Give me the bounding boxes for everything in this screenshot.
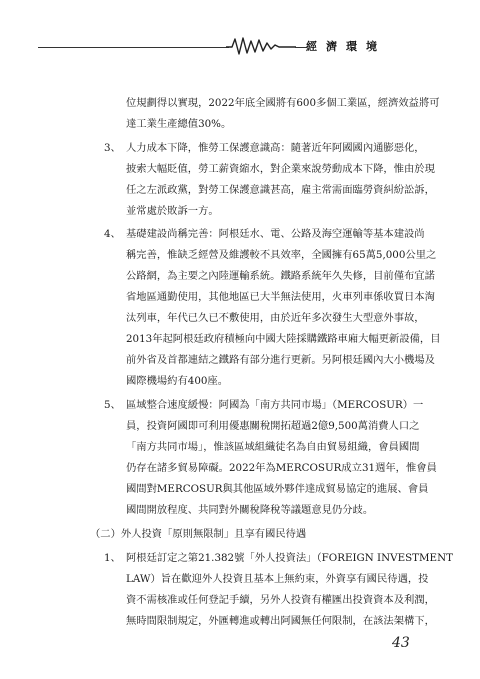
text-line: 2013年起阿根廷政府積極向中國大陸採購鐵路車廂大幅更新設備，目 [126, 333, 441, 345]
list-marker: 3、 [104, 142, 121, 154]
page-number: 43 [392, 635, 410, 651]
list-marker: 1、 [104, 552, 121, 564]
text-line: 汰列車，年代已久已不敷使用，由於近年多次發生大型意外事故， [126, 312, 425, 324]
text-line: 省地區通勤使用，其他地區已大半無法使用，火車列車係收買日本淘 [126, 291, 435, 303]
text-line: 無時間限制規定，外匯轉進或轉出阿國無任何限制，在該法架構下， [126, 615, 435, 627]
text-line: 國間開放程度、共同對外關稅降稅等議題意見仍分歧。 [126, 504, 374, 516]
text-line: 前外省及首都連結之鐵路有部分進行更新。另阿根廷國內大小機場及 [126, 354, 435, 366]
text-line: 達工業生產總值30%。 [126, 118, 232, 130]
section-heading: （二）外人投資「原則無限制」且享有國民待遇 [90, 528, 307, 540]
text-line: 阿根廷訂定之第21.382號「外人投資法」（FOREIGN INVESTMENT [126, 552, 453, 564]
text-line: 稱完善，惟缺乏經營及維護較不具效率，全國擁有65萬5,000公里之 [126, 249, 437, 261]
text-line: 「南方共同市場」，惟該區域組織徒名為自由貿易組織，會員國間 [126, 441, 420, 453]
heartbeat-wave-icon [226, 36, 296, 56]
text-line: 人力成本下降，惟勞工保護意識高：隨著近年阿國國內通膨惡化， [126, 142, 425, 154]
text-line: 任之左派政黨，對勞工保護意識甚高，雇主常需面臨勞資糾紛訟訴， [126, 184, 435, 196]
text-line: 公路網，為主要之內陸運輸系統。鐵路系統年久失修，目前僅布宜諾 [126, 270, 435, 282]
list-marker: 4、 [104, 228, 121, 240]
text-line: 基礎建設尚稱完善：阿根廷水、電、公路及海空運輸等基本建設尚 [126, 228, 425, 240]
text-line: 資不需核准或任何登記手續，另外人投資有權匯出投資資本及利潤， [126, 594, 435, 606]
text-line: LAW）旨在歡迎外人投資且基本上無約束，外資享有國民待遇，投 [126, 573, 429, 585]
text-line: 位規劃得以實現，2022年底全國將有600多個工業區，經濟效益將可 [126, 97, 440, 109]
header-rule-left [38, 47, 229, 48]
text-line: 國際機場約有400座。 [126, 375, 229, 387]
section-title: 經濟環境 [306, 40, 386, 53]
text-line: 並常處於敗訴一方。 [126, 205, 219, 217]
text-line: 國間對MERCOSUR與其他區域外夥伴達成貿易協定的進展、會員 [126, 483, 429, 495]
text-line: 員，投資阿國即可利用優惠關稅開拓超過2億9,500萬消費人口之 [126, 420, 420, 432]
list-marker: 5、 [104, 399, 121, 411]
text-line: 披索大幅貶值，勞工薪資縮水，對企業來說勞動成本下降，惟由於現 [126, 163, 435, 175]
text-line: 仍存在諸多貿易障礙。2022年為MERCOSUR成立31週年，惟會員 [126, 462, 437, 474]
text-line: 區域整合速度緩慢：阿國為「南方共同市場」（MERCOSUR）一 [126, 399, 424, 411]
